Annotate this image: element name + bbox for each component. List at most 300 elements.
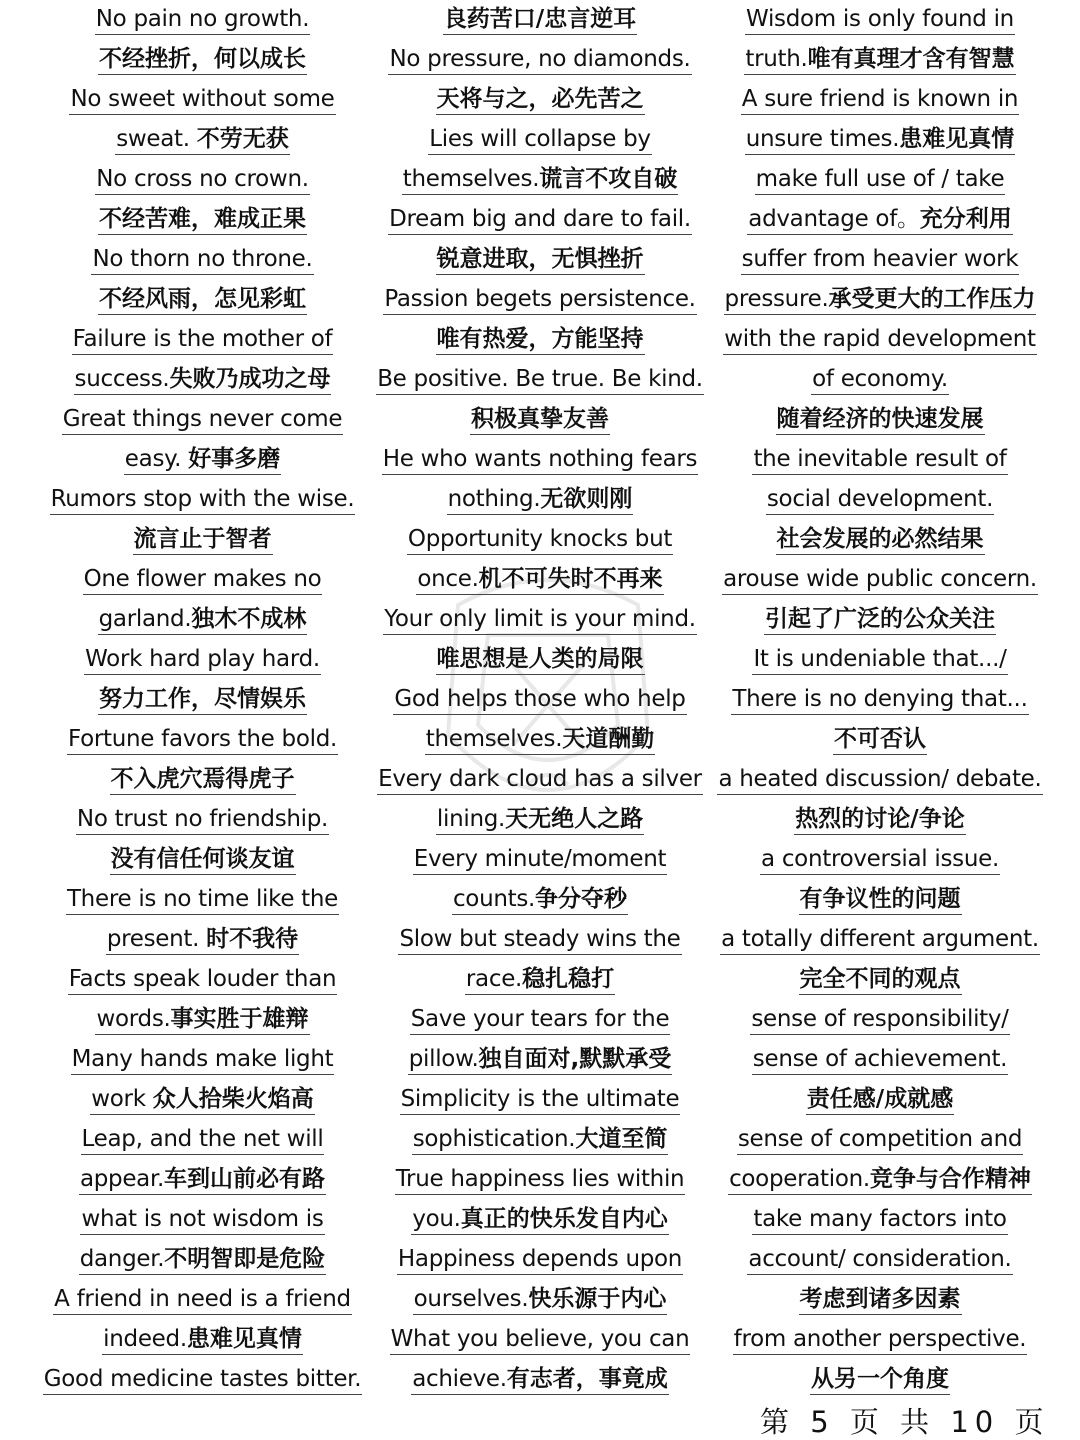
- english-text: No trust no friendship.: [76, 806, 329, 832]
- english-text: Save your tears for the: [410, 1006, 670, 1032]
- text-line: [372, 1240, 708, 1280]
- text-line: [30, 280, 375, 320]
- underlined-text: [747, 1245, 1012, 1275]
- underlined-text: [84, 645, 321, 675]
- chinese-text: 患难见真情: [186, 1326, 302, 1352]
- english-text: Happiness depends upon: [397, 1246, 683, 1272]
- underlined-text: [106, 925, 299, 955]
- text-line: [30, 240, 375, 280]
- underlined-text: [115, 125, 290, 155]
- english-text: God helps those who help: [394, 686, 686, 712]
- english-text: Every minute/moment: [413, 846, 667, 872]
- underlined-text: [95, 165, 309, 195]
- text-line: [372, 560, 708, 600]
- english-text: counts.: [452, 886, 536, 912]
- english-text: success.: [74, 366, 170, 392]
- text-line: [30, 880, 375, 920]
- english-text: Simplicity is the ultimate: [400, 1086, 680, 1112]
- english-text: What you believe, you can: [390, 1326, 690, 1352]
- underlined-text: [741, 245, 1020, 275]
- english-text: race.: [465, 966, 523, 992]
- underlined-text: [98, 685, 307, 715]
- text-line: [372, 1160, 708, 1200]
- text-line: [30, 1200, 375, 1240]
- underlined-text: [408, 1045, 673, 1075]
- chinese-text: 不明智即是危险: [164, 1246, 326, 1272]
- underlined-text: [452, 885, 628, 915]
- text-line: [30, 720, 375, 760]
- text-line: [30, 400, 375, 440]
- text-line: [372, 1360, 708, 1400]
- underlined-text: [390, 1325, 691, 1355]
- english-text: Good medicine tastes bitter.: [43, 1366, 362, 1392]
- underlined-text: [98, 285, 307, 315]
- underlined-text: [733, 1325, 1028, 1355]
- chinese-text: 流言止于智者: [133, 526, 272, 552]
- text-line: [30, 320, 375, 360]
- english-text: themselves.: [402, 166, 540, 192]
- chinese-text: 良药苦口/忠言逆耳: [443, 6, 637, 32]
- underlined-text: [745, 125, 1015, 155]
- text-line: [710, 720, 1050, 760]
- chinese-text: 不经风雨，怎见彩虹: [99, 286, 306, 312]
- underlined-text: [83, 565, 323, 595]
- underlined-text: [465, 965, 615, 995]
- text-line: [30, 360, 375, 400]
- english-text: There is no denying that...: [732, 686, 1028, 712]
- column-2: [372, 0, 708, 1400]
- underlined-text: [425, 725, 655, 755]
- underlined-text: [722, 565, 1038, 595]
- underlined-text: [752, 1045, 1008, 1075]
- underlined-text: [744, 45, 1015, 75]
- chinese-text: 有志者，事竟成: [506, 1366, 668, 1392]
- page-number-footer: 第 5 页 共 10 页: [760, 1405, 1050, 1439]
- english-text: work: [91, 1086, 153, 1112]
- chinese-text: 完全不同的观点: [799, 966, 961, 992]
- underlined-text: [43, 1365, 363, 1395]
- underlined-text: [110, 765, 296, 795]
- text-line: [372, 1280, 708, 1320]
- english-text: truth.: [745, 46, 808, 72]
- underlined-text: [67, 725, 338, 755]
- text-line: [710, 0, 1050, 40]
- chinese-text: 独木不成林: [191, 606, 307, 632]
- underlined-text: [71, 1045, 335, 1075]
- text-line: [30, 520, 375, 560]
- english-text: themselves.: [425, 726, 563, 752]
- chinese-text: 车到山前必有路: [164, 1166, 326, 1192]
- chinese-text: 有争议性的问题: [799, 886, 961, 912]
- underlined-text: [81, 1125, 325, 1155]
- text-line: [372, 600, 708, 640]
- chinese-text: 众人拾柴火焰高: [152, 1086, 314, 1112]
- text-line: [30, 1280, 375, 1320]
- english-text: unsure times.: [745, 126, 900, 152]
- underlined-text: [411, 1205, 668, 1235]
- chinese-text: 引起了广泛的公众关注: [765, 606, 995, 632]
- underlined-text: [68, 965, 338, 995]
- english-text: account/ consideration.: [748, 1246, 1012, 1272]
- underlined-text: [811, 365, 949, 395]
- underlined-text: [752, 1205, 1007, 1235]
- chinese-text: 不可否认: [834, 726, 926, 752]
- text-line: [710, 1360, 1050, 1400]
- english-text: pressure.: [724, 286, 829, 312]
- text-line: [372, 400, 708, 440]
- english-text: arouse wide public concern.: [723, 566, 1037, 592]
- underlined-text: [436, 245, 645, 275]
- text-line: [372, 440, 708, 480]
- underlined-text: [436, 805, 644, 835]
- chinese-text: 没有信任何谈友谊: [110, 846, 295, 872]
- text-line: [372, 120, 708, 160]
- text-line: [372, 0, 708, 40]
- text-line: [372, 720, 708, 760]
- underlined-text: [755, 165, 1006, 195]
- english-text: danger.: [79, 1246, 165, 1272]
- underlined-text: [752, 645, 1007, 675]
- english-text: Work hard play hard.: [85, 646, 320, 672]
- underlined-text: [383, 605, 697, 635]
- text-line: [710, 80, 1050, 120]
- english-text: sense of competition and: [737, 1126, 1023, 1152]
- chinese-text: 天无绝人之路: [505, 806, 644, 832]
- text-line: [372, 840, 708, 880]
- text-line: [30, 1360, 375, 1400]
- chinese-text: 失败乃成功之母: [169, 366, 331, 392]
- underlined-text: [388, 205, 692, 235]
- text-line: [710, 440, 1050, 480]
- underlined-text: [750, 1005, 1009, 1035]
- underlined-text: [53, 1285, 352, 1315]
- text-line: [372, 40, 708, 80]
- underlined-text: [62, 405, 343, 435]
- underlined-text: [752, 445, 1007, 475]
- text-line: [30, 680, 375, 720]
- english-text: nothing.: [447, 486, 541, 512]
- english-text: It is undeniable that.../: [753, 646, 1007, 672]
- english-text: cooperation.: [729, 1166, 870, 1192]
- chinese-text: 责任感/成就感: [806, 1086, 954, 1112]
- text-line: [30, 840, 375, 880]
- text-line: [30, 1120, 375, 1160]
- underlined-text: [428, 125, 652, 155]
- text-line: [710, 600, 1050, 640]
- chinese-text: 社会发展的必然结果: [776, 526, 984, 552]
- text-line: [30, 160, 375, 200]
- underlined-text: [799, 965, 962, 995]
- english-text: achieve.: [412, 1366, 507, 1392]
- text-line: [710, 200, 1050, 240]
- text-line: [710, 960, 1050, 1000]
- english-text: indeed.: [103, 1326, 187, 1352]
- text-line: [710, 800, 1050, 840]
- english-text: One flower makes no: [83, 566, 322, 592]
- text-line: [30, 480, 375, 520]
- text-line: [372, 200, 708, 240]
- english-text: No cross no crown.: [96, 166, 309, 192]
- underlined-text: [436, 325, 645, 355]
- chinese-text: 稳扎稳打: [522, 966, 615, 992]
- chinese-text: 真正的快乐发自内心: [460, 1206, 668, 1232]
- english-text: Great things never come: [62, 406, 343, 432]
- text-line: [710, 320, 1050, 360]
- english-text: Opportunity knocks but: [407, 526, 673, 552]
- text-line: [30, 1160, 375, 1200]
- chinese-text: 大道至简: [575, 1126, 668, 1152]
- text-line: [710, 1240, 1050, 1280]
- text-line: [372, 1120, 708, 1160]
- text-line: [710, 1120, 1050, 1160]
- underlined-text: [806, 1085, 954, 1115]
- text-line: [372, 280, 708, 320]
- underlined-text: [72, 325, 334, 355]
- underlined-text: [794, 805, 965, 835]
- text-line: [710, 560, 1050, 600]
- english-text: A friend in need is a friend: [54, 1286, 351, 1312]
- underlined-text: [398, 925, 681, 955]
- chinese-text: 快乐源于内心: [528, 1286, 667, 1312]
- underlined-text: [737, 1125, 1023, 1155]
- chinese-text: 唯有热爱，方能坚持: [436, 326, 644, 352]
- chinese-text: 锐意进取，无惧挫折: [436, 246, 644, 272]
- english-text: Many hands make light: [71, 1046, 334, 1072]
- text-line: [710, 1040, 1050, 1080]
- underlined-text: [799, 885, 962, 915]
- underlined-text: [402, 165, 678, 195]
- english-text: make full use of / take: [755, 166, 1005, 192]
- underlined-text: [74, 365, 332, 395]
- english-text: sense of achievement.: [752, 1046, 1008, 1072]
- english-text: Leap, and the net will: [81, 1126, 324, 1152]
- underlined-text: [383, 285, 696, 315]
- english-text: sense of responsibility/: [751, 1006, 1009, 1032]
- text-line: [30, 640, 375, 680]
- text-line: [710, 920, 1050, 960]
- english-text: present.: [106, 926, 207, 952]
- text-line: [30, 800, 375, 840]
- text-line: [372, 1000, 708, 1040]
- underlined-text: [470, 405, 610, 435]
- english-text: True happiness lies within: [395, 1166, 685, 1192]
- column-3: [710, 0, 1050, 1400]
- underlined-text: [407, 525, 673, 555]
- underlined-text: [728, 1165, 1032, 1195]
- underlined-text: [410, 1005, 671, 1035]
- chinese-text: 承受更大的工作压力: [828, 286, 1036, 312]
- underlined-text: [376, 365, 704, 395]
- english-text: Fortune favors the bold.: [67, 726, 338, 752]
- text-line: [710, 760, 1050, 800]
- underlined-text: [745, 5, 1015, 35]
- text-line: [372, 360, 708, 400]
- chinese-text: 竞争与合作精神: [869, 1166, 1031, 1192]
- chinese-text: 不入虎穴焉得虎子: [110, 766, 295, 792]
- english-text: No pressure, no diamonds.: [389, 46, 691, 72]
- text-line: [30, 1040, 375, 1080]
- underlined-text: [747, 205, 1012, 235]
- text-line: [372, 920, 708, 960]
- chinese-text: 充分利用: [919, 206, 1012, 232]
- underlined-text: [395, 1165, 686, 1195]
- text-line: [710, 280, 1050, 320]
- underlined-text: [413, 1285, 668, 1315]
- english-text: No thorn no throne.: [92, 246, 313, 272]
- underlined-text: [766, 485, 994, 515]
- english-text: Facts speak louder than: [68, 966, 337, 992]
- text-line: [30, 80, 375, 120]
- underlined-text: [50, 485, 356, 515]
- underlined-text: [436, 645, 645, 675]
- underlined-text: [133, 525, 273, 555]
- text-line: [372, 480, 708, 520]
- text-line: [30, 960, 375, 1000]
- text-line: [372, 640, 708, 680]
- chinese-text: 考虑到诸多因素: [799, 1286, 961, 1312]
- text-line: [372, 160, 708, 200]
- english-text: of economy.: [812, 366, 948, 392]
- underlined-text: [110, 845, 296, 875]
- underlined-text: [98, 205, 307, 235]
- text-line: [710, 680, 1050, 720]
- chinese-text: 不经挫折，何以成长: [99, 46, 306, 72]
- english-text: Failure is the mother of: [72, 326, 333, 352]
- text-line: [372, 80, 708, 120]
- english-text: Your only limit is your mind.: [384, 606, 696, 632]
- english-text: There is no time like the: [66, 886, 339, 912]
- text-line: [710, 520, 1050, 560]
- chinese-text: 积极真挚友善: [471, 406, 609, 432]
- english-text: suffer from heavier work: [741, 246, 1019, 272]
- chinese-text: 争分夺秒: [535, 886, 628, 912]
- english-text: once.: [417, 566, 479, 592]
- english-text: Wisdom is only found in: [746, 6, 1014, 32]
- underlined-text: [416, 565, 663, 595]
- text-line: [710, 1000, 1050, 1040]
- underlined-text: [717, 765, 1042, 795]
- underlined-text: [776, 405, 985, 435]
- english-text: appear.: [79, 1166, 165, 1192]
- underlined-text: [95, 5, 310, 35]
- text-line: [710, 360, 1050, 400]
- underlined-text: [723, 325, 1037, 355]
- chinese-text: 热烈的讨论/争论: [795, 806, 965, 832]
- text-line: [710, 120, 1050, 160]
- text-line: [372, 320, 708, 360]
- underlined-text: [443, 5, 637, 35]
- underlined-text: [720, 925, 1040, 955]
- english-text: the inevitable result of: [753, 446, 1007, 472]
- underlined-text: [66, 885, 339, 915]
- underlined-text: [382, 445, 698, 475]
- underlined-text: [388, 45, 691, 75]
- english-text: take many factors into: [753, 1206, 1007, 1232]
- underlined-text: [810, 1365, 950, 1395]
- text-line: [30, 40, 375, 80]
- english-text: with the rapid development: [724, 326, 1036, 352]
- underlined-text: [741, 85, 1019, 115]
- underlined-text: [731, 685, 1028, 715]
- english-text: what is not wisdom is: [81, 1206, 324, 1232]
- underlined-text: [412, 1125, 669, 1155]
- english-text: garland.: [98, 606, 192, 632]
- underlined-text: [98, 45, 307, 75]
- english-text: sophistication.: [412, 1126, 576, 1152]
- text-line: [30, 120, 375, 160]
- column-1: [30, 0, 375, 1400]
- chinese-text: 好事多磨: [188, 446, 281, 472]
- text-line: [710, 40, 1050, 80]
- english-text: Lies will collapse by: [429, 126, 651, 152]
- underlined-text: [764, 605, 996, 635]
- english-text: social development.: [766, 486, 994, 512]
- text-line: [710, 160, 1050, 200]
- english-text: advantage of。: [748, 206, 920, 232]
- underlined-text: [776, 525, 985, 555]
- text-line: [372, 960, 708, 1000]
- underlined-text: [833, 725, 927, 755]
- chinese-text: 随着经济的快速发展: [776, 406, 984, 432]
- english-text: No sweet without some: [70, 86, 335, 112]
- underlined-text: [393, 685, 686, 715]
- english-text: No pain no growth.: [95, 6, 310, 32]
- underlined-text: [447, 485, 634, 515]
- english-text: sweat.: [116, 126, 197, 152]
- underlined-text: [413, 845, 667, 875]
- underlined-text: [79, 1165, 326, 1195]
- underlined-text: [69, 85, 335, 115]
- text-line: [30, 1080, 375, 1120]
- text-line: [372, 1320, 708, 1360]
- chinese-text: 唯有真理才含有智慧: [807, 46, 1015, 72]
- chinese-text: 无欲则刚: [540, 486, 633, 512]
- text-line: [372, 1080, 708, 1120]
- chinese-text: 患难见真情: [899, 126, 1015, 152]
- text-line: [30, 920, 375, 960]
- english-text: Dream big and dare to fail.: [389, 206, 691, 232]
- chinese-text: 努力工作，尽情娱乐: [99, 686, 306, 712]
- text-line: [372, 800, 708, 840]
- text-line: [710, 1160, 1050, 1200]
- english-text: ourselves.: [413, 1286, 529, 1312]
- underlined-text: [76, 805, 329, 835]
- english-text: easy.: [124, 446, 189, 472]
- text-line: [30, 1000, 375, 1040]
- chinese-text: 时不我待: [206, 926, 299, 952]
- text-line: [710, 1280, 1050, 1320]
- text-line: [372, 1040, 708, 1080]
- english-text: Rumors stop with the wise.: [50, 486, 355, 512]
- text-line: [30, 200, 375, 240]
- text-line: [30, 440, 375, 480]
- english-text: A sure friend is known in: [741, 86, 1019, 112]
- text-line: [710, 1200, 1050, 1240]
- text-line: [372, 520, 708, 560]
- english-text: a controversial issue.: [761, 846, 999, 872]
- text-line: [30, 560, 375, 600]
- text-line: [372, 240, 708, 280]
- english-text: words.: [96, 1006, 171, 1032]
- chinese-text: 事实胜于雄辩: [170, 1006, 309, 1032]
- english-text: Every dark cloud has a silver: [378, 766, 702, 792]
- underlined-text: [91, 245, 313, 275]
- text-line: [30, 1320, 375, 1360]
- underlined-text: [90, 1085, 314, 1115]
- english-text: Passion begets persistence.: [384, 286, 696, 312]
- chinese-text: 独自面对,默默承受: [478, 1046, 672, 1072]
- text-line: [710, 1080, 1050, 1120]
